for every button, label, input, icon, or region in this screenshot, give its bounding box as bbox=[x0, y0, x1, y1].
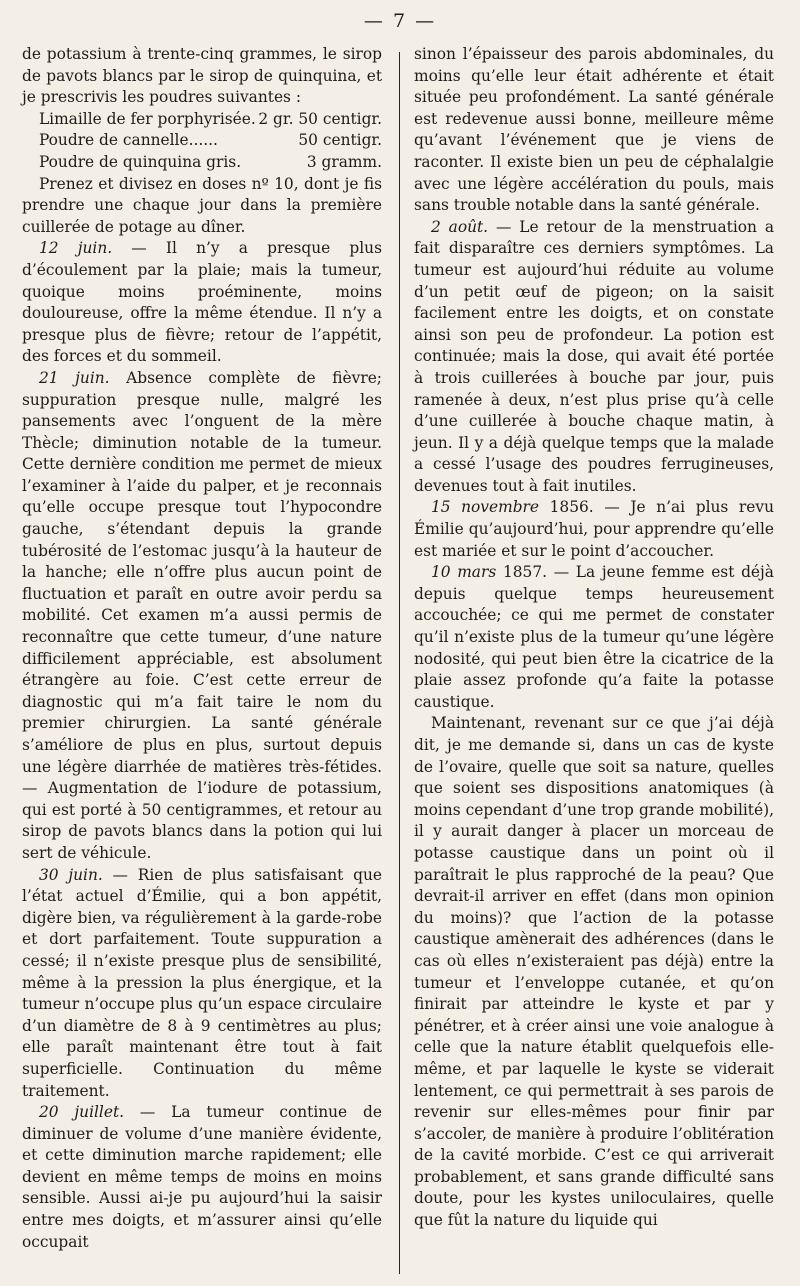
entry-text: Absence complète de fièvre; suppuration presque nulle, malgré les pansements avec l’onguent de la mère Thècle; diminution notable de la tumeur. Cette dernière condition me permet de mieux l’examiner à l’aide du palper, et je reconnais qu’elle occupe presque tout l’hypocondre gauche, s’étendant depuis la grande tubérosité de l’estomac jusqu’à la hauteur de la hanche; elle n’offre plus aucun point de fluctuation et paraît en outre avoir perdu sa mobilité. Cet examen m’a aussi permis de reconnaître que cette tumeur, d’une nature difficilement appréciable, est absolument étrangère au foie. C’est cette erreur de diagnostic qui m’a fait taire le nom du premier chirurgien. La santé générale s’améliore de plus en plus, surtout depuis une légère diarrhée de matières très-fétides. — Augmentation de l’iodure de potassium, qui est porté à 50 centigrammes, et retour au sirop de pavots blancs dans la potion qui lui sert de véhicule. bbox=[22, 368, 382, 862]
entry-text: — La tumeur continue de diminuer de volume d’une manière évidente, et cette diminution marche rapidement; elle devient en même temps de moins en moins sensible. Aussi ai-je pu aujourd’hui la saisir entre mes doigts, et m’assurer ainsi qu’elle occupait bbox=[22, 1103, 382, 1251]
column-divider bbox=[399, 52, 400, 1274]
entry-date: 30 juin. bbox=[38, 865, 103, 884]
entry-text: 1857. — La jeune femme est déjà depuis quelque temps heureusement accouchée; ce qui me permet de constater qu’il n’existe plus de la tumeur qu’une légère nodosité, qui peut bien être la cicatrice de la plaie assez profonde qu’a faite la potasse caustique. bbox=[414, 563, 774, 711]
left-column bbox=[22, 44, 382, 1253]
entry-text: — Le retour de la menstruation a fait disparaître ces derniers symptômes. La tumeur est aujourd’hui réduite au volume d’un petit œuf de pigeon; on la saisit facilement entre les doigts, et on constate ainsi son peu de profondeur. La potion est continuée; mais la dose, qui avait été portée à trois cuillerées à bouche par jour, puis ramenée à deux, n’est plus prise qu’à celle d’une cuillerée à bouche chaque matin, à jeun. Il y a déjà quelque temps que la malade a cessé l’usage des poudres ferrugineuses, devenues tout à fait inutiles. bbox=[414, 217, 774, 495]
entry-text: — Rien de plus satisfaisant que l’état actuel d’Émilie, qui a bon appétit, digère bien, va régulièrement à la garde-robe et dort parfaitement. Toute suppuration a cessé; il n’existe presque plus de sensibilité, même à la pression la plus énergique, et la tumeur n’occupe plus qu’un espace circulaire d’un diamètre de 8 à 9 centimètres au plus; elle paraît maintenant être tout à fait superficielle. Continuation du même traitement. bbox=[22, 865, 382, 1100]
entry-date: 2 août. bbox=[430, 217, 489, 236]
journal-entry bbox=[22, 865, 382, 1103]
page-number: — 7 — bbox=[363, 10, 437, 32]
prescription-item: Poudre de quinquina gris. bbox=[38, 152, 242, 171]
entry-text: 1856. — Je n’ai plus revu Émilie qu’aujourd’hui, pour apprendre qu’elle est mariée et sur le point d’accoucher. bbox=[414, 498, 774, 560]
entry-date: 15 novembre bbox=[430, 498, 540, 517]
prescription-line bbox=[22, 130, 382, 152]
prescription-dose: 3 gramm. bbox=[306, 152, 382, 171]
journal-entry bbox=[414, 217, 774, 498]
prescription-item: Poudre de cannelle...... bbox=[38, 131, 218, 150]
paragraph: sinon l’épaisseur des parois abdominales, du moins qu’elle leur était adhérente et était située peu profondément. La santé générale est redevenue aussi bonne, meilleure même qu’avant l’événement que je viens de raconter. Il existe bien un peu de céphalalgie avec une légère accélération du pouls, mais sans trouble notable dans la santé générale. bbox=[414, 45, 774, 215]
journal-entry bbox=[22, 238, 382, 368]
journal-entry bbox=[22, 1102, 382, 1253]
entry-text: — Il n’y a presque plus d’écoulement par la plaie; mais la tumeur, quoique moins proéminente, moins douloureuse, offre la même étendue. Il n’y a presque plus de fièvre; retour de l’appétit, des forces et du sommeil. bbox=[22, 239, 382, 366]
journal-entry bbox=[414, 562, 774, 713]
entry-date: 21 juin. bbox=[38, 368, 110, 387]
entry-date: 12 juin. bbox=[38, 239, 113, 258]
right-column bbox=[414, 44, 774, 1232]
prescription-dose: 2 gr. 50 centigr. bbox=[258, 109, 382, 128]
journal-entry bbox=[22, 368, 382, 865]
prescription-item: Limaille de fer porphyrisée. bbox=[38, 109, 256, 128]
prescription-dose: 50 centigr. bbox=[298, 131, 382, 150]
paragraph: Prenez et divisez en doses nº 10, dont je fis prendre une chaque jour dans la première cuillerée de potage au dîner. bbox=[22, 174, 382, 236]
entry-date: 20 juillet. bbox=[38, 1103, 125, 1122]
journal-entry bbox=[414, 497, 774, 562]
prescription-line bbox=[22, 152, 382, 174]
paragraph: Maintenant, revenant sur ce que j’ai déjà dit, je me demande si, dans un cas de kyste de l’ovaire, quelle que soit sa nature, quelles que soient ses dispositions anatomiques (à moins cependant d’une trop grande mobilité), il y aurait danger à placer un morceau de potasse caustique dans un point où il paraîtrait le plus rapproché de la peau? Que devrait-il arriver en effet (dans mon opinion du moins)? que l’action de la potasse caustique amènerait des adhérences (dans le cas où elles n’existeraient pas déjà) entre la tumeur et l’enveloppe cutanée, et qu’on finirait par atteindre le kyste et par y pénétrer, et à créer ainsi une voie analogue à celle que la nature établit quelquefois elle-même, et par laquelle le kyste se viderait lentement, ce qui permettrait à ses parois de revenir sur elles-mêmes pour finir par s’accoler, de manière à produire l’oblitération de la cavité morbide. C’est ce qui arriverait probablement, et sans grande difficulté sans doute, pour les kystes uniloculaires, quelle que fût la nature du liquide qui bbox=[414, 714, 774, 1230]
paragraph: de potassium à trente-cinq grammes, le sirop de pavots blancs par le sirop de quinquina, et je prescrivis les poudres suivantes : bbox=[22, 45, 382, 107]
prescription-line bbox=[22, 109, 382, 131]
entry-date: 10 mars bbox=[430, 563, 497, 582]
